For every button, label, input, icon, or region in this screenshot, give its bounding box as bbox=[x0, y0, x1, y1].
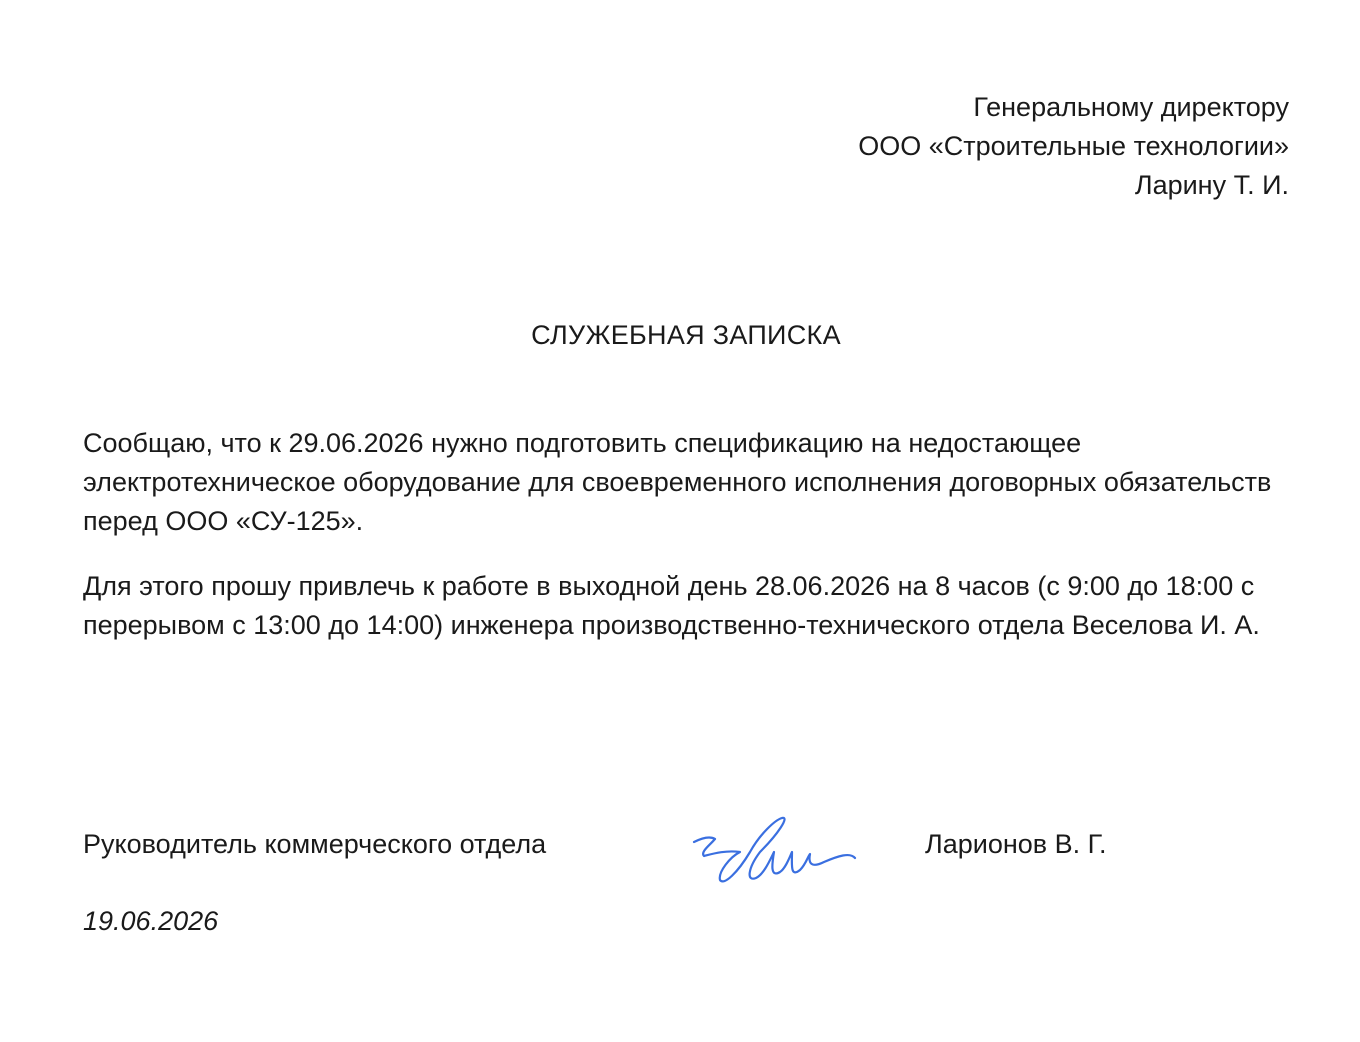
handwritten-signature bbox=[690, 812, 865, 892]
body-paragraph: Сообщаю, что к 29.06.2026 нужно подготовить спецификацию на недостающее электротехническое оборудование для своевременного исполнения договорных обязательств перед ООО «СУ-125». bbox=[83, 428, 1272, 536]
signer-position: Руководитель коммерческого отдела bbox=[83, 829, 547, 859]
document-date: 19.06.2026 bbox=[83, 906, 219, 936]
addressee-block bbox=[858, 88, 1289, 205]
signer-name: Ларионов В. Г. bbox=[925, 829, 1107, 859]
document-title: СЛУЖЕБНАЯ ЗАПИСКА bbox=[531, 320, 841, 350]
body-paragraph: Для этого прошу привлечь к работе в выходной день 28.06.2026 на 8 часов (с 9:00 до 18:00 с перерывом с 13:00 до 14:00) инженера производственно-технического отдела Веселова И. А. bbox=[83, 571, 1260, 640]
addressee-line: ООО «Строительные технологии» bbox=[858, 131, 1289, 161]
addressee-line: Генеральному директору bbox=[973, 92, 1289, 122]
addressee-line: Ларину Т. И. bbox=[1134, 170, 1289, 200]
